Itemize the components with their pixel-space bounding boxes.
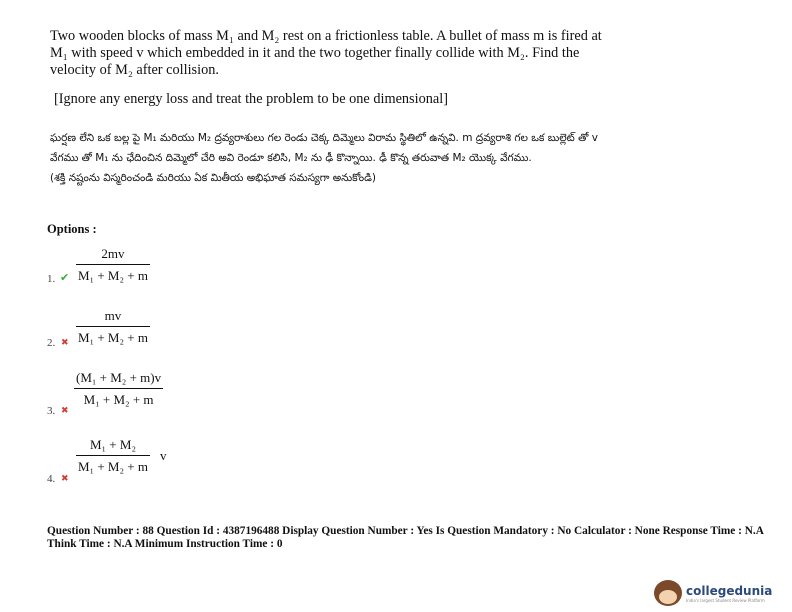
- option-2-fraction: [76, 308, 150, 346]
- wrong-cross-icon: ✖: [61, 474, 69, 484]
- wrong-cross-icon: ✖: [61, 406, 69, 416]
- question-note: [Ignore any energy loss and treat the problem to be one dimensional]: [54, 91, 448, 107]
- logo-name: collegedunia: [686, 583, 773, 598]
- option-3-fraction: [74, 370, 163, 408]
- options-label: Options :: [47, 222, 97, 236]
- correct-check-icon: ✔: [60, 271, 70, 284]
- option-4-number[interactable]: 4.: [47, 473, 56, 485]
- logo-tagline: India's largest Student Review Platform: [686, 597, 765, 603]
- option-4-suffix: v: [160, 448, 167, 463]
- option-1-denominator: M₁ + M₂ + m: [76, 264, 150, 284]
- collegedunia-logo: [654, 580, 772, 606]
- wrong-cross-icon: ✖: [61, 338, 69, 348]
- question-telugu-note: (శక్తి నష్టంను విస్మరించండి మరియు ఏక మితీయ అభిఘాత సమస్యగా అనుకోండి): [50, 172, 376, 184]
- question-metadata: Question Number : 88 Question Id : 4387196488 Display Question Number : Yes Is Question Mandatory : No Calculator : None Response Time : N.A Think Time : N.A Minimum Instruction Time : 0: [47, 525, 764, 550]
- option-1-numerator: 2mv: [101, 246, 125, 261]
- mascot-icon: [654, 580, 682, 606]
- option-4-denominator: M₁ + M₂ + m: [76, 455, 150, 475]
- option-3-denominator: M₁ + M₂ + m: [74, 388, 163, 408]
- option-2-numerator: mv: [104, 308, 122, 323]
- option-2-number[interactable]: 2.: [47, 337, 56, 349]
- option-4-fraction: [76, 437, 150, 475]
- question-english: Two wooden blocks of mass M₁ and M₂ rest on a frictionless table. A bullet of mass m is fired at M₁ with speed v which embedded in it and the two together finally collide with M₂. Find the velocity of M₂ after collision.: [50, 28, 602, 78]
- question-telugu: [50, 128, 610, 188]
- option-1-fraction: [76, 246, 150, 284]
- option-4-numerator: M₁ + M₂: [89, 437, 136, 452]
- option-1-number[interactable]: 1.: [47, 273, 56, 285]
- option-3-numerator: (M₁ + M₂ + m)v: [76, 370, 162, 385]
- question-telugu-text: ఘర్షణ లేని ఒక బల్ల పై M₁ మరియు M₂ ద్రవ్యరాశులు గల రెండు చెక్క దిమ్మెలు విరామ స్థితిలో ఉన్నవి. m ద్రవ్యరాశి గల ఒక బుల్లెట్ తో v వేగము తో M₁ ను ఛేదించిన దిమ్మెలో చేరి అవి రెండూ కలిసి, M₂ ను ఢీ కొన్నాయి. ఢీ కొన్న తరువాత M₂ యొక్క వేగము.: [50, 132, 598, 164]
- option-3-number[interactable]: 3.: [47, 405, 56, 417]
- option-2-denominator: M₁ + M₂ + m: [76, 326, 150, 346]
